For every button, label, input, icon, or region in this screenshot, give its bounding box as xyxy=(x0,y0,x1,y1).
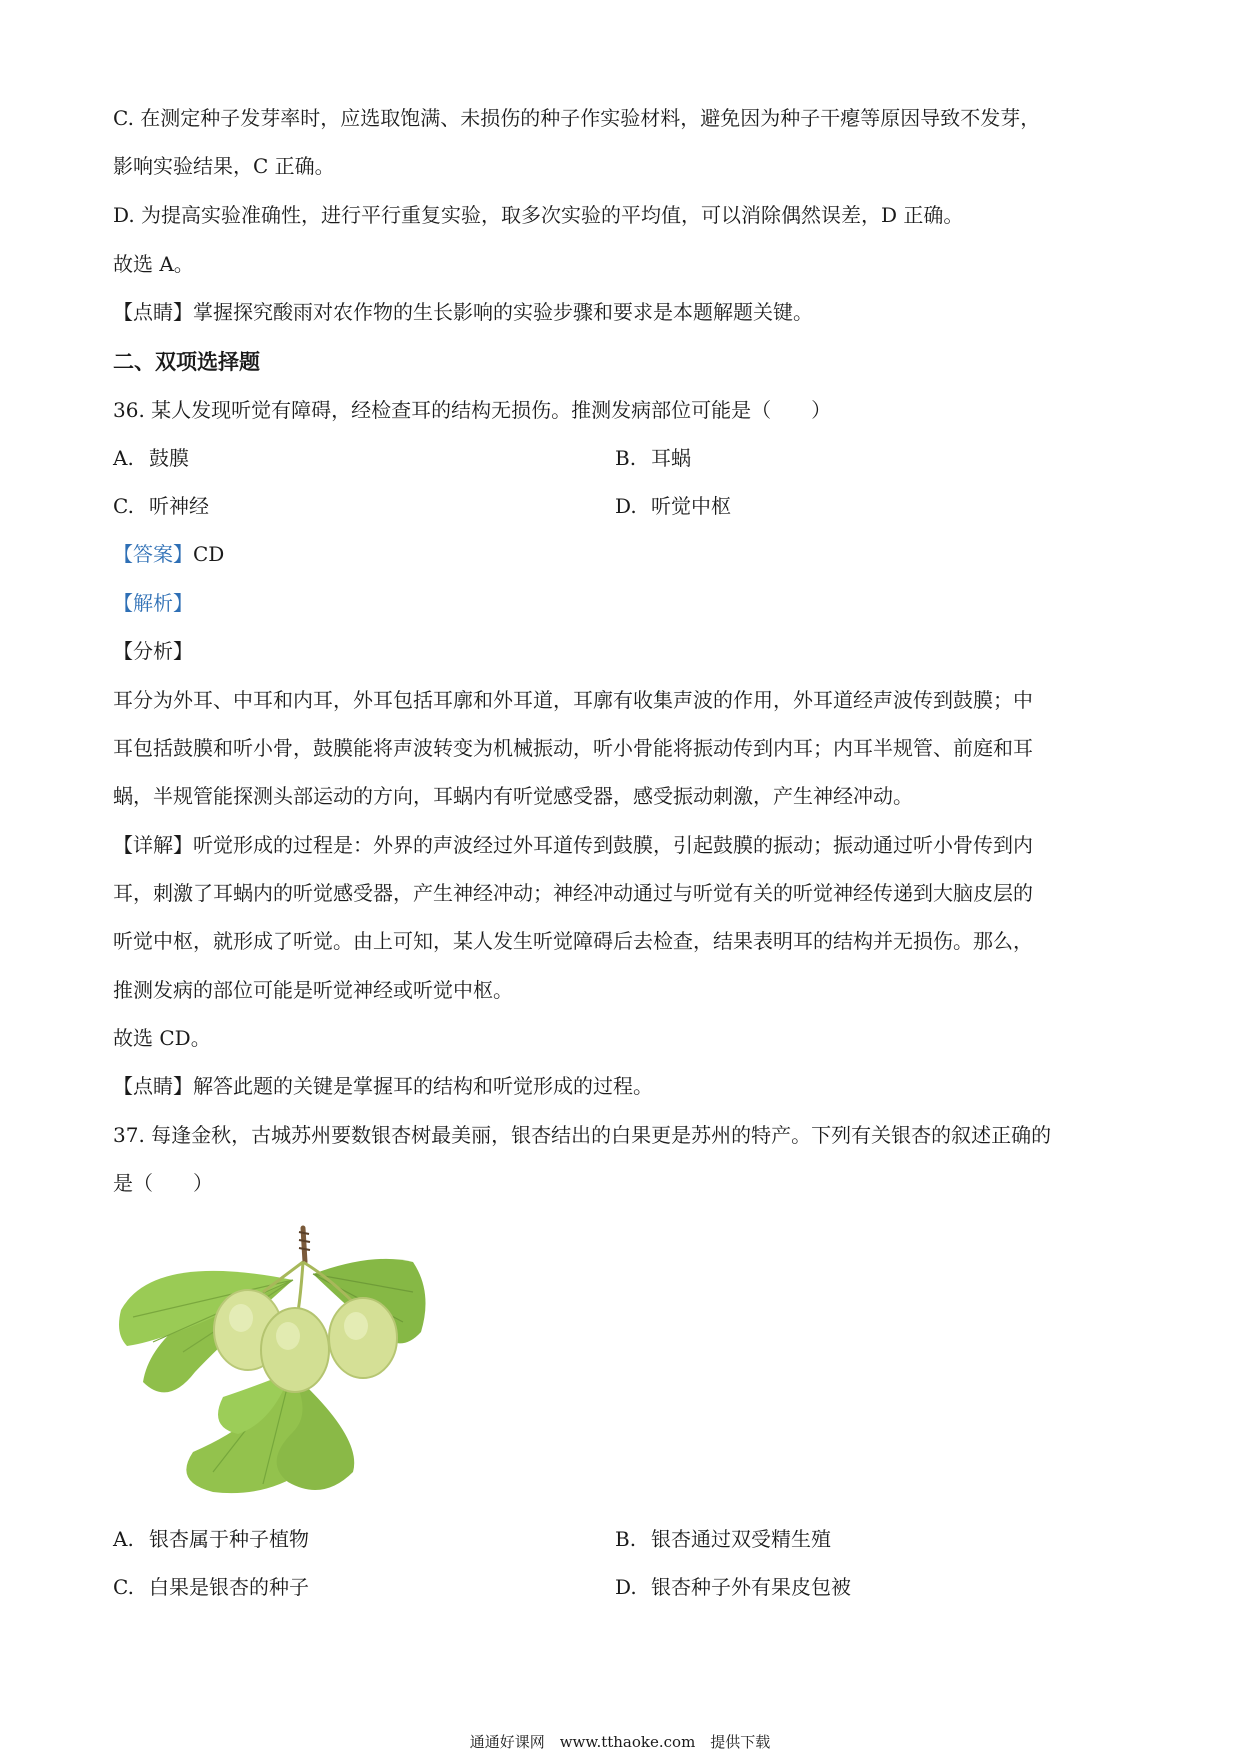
q37-option-b xyxy=(615,1525,831,1553)
q36-comment-label: 【点睛】 xyxy=(113,1074,193,1098)
prev-choice: 故选 A。 xyxy=(113,252,194,276)
q37-option-c-text: 白果是银杏的种子 xyxy=(149,1575,309,1599)
q37-option-d-letter: D. xyxy=(615,1575,637,1599)
q36-option-c-text: 听神经 xyxy=(149,494,209,518)
page-footer: 通通好课网 www.tthaoke.com 提供下载 xyxy=(469,1733,771,1751)
q37-option-a-letter: A. xyxy=(113,1527,134,1551)
prev-comment xyxy=(113,298,813,326)
q37-option-b-letter: B. xyxy=(615,1527,637,1551)
prev-option-d-line: D. 为提高实验准确性，进行平行重复实验，取多次实验的平均值，可以消除偶然误差，D 正确。 xyxy=(113,203,964,227)
q37-option-a-text: 银杏属于种子植物 xyxy=(149,1527,309,1551)
q36-analysis-label: 【解析】 xyxy=(113,591,193,615)
prev-option-c-line2: 影响实验结果，C 正确。 xyxy=(113,154,335,178)
q36-detail-label: 【详解】 xyxy=(113,833,193,857)
q36-fenxi-line2: 耳包括鼓膜和听小骨，鼓膜能将声波转变为机械振动，听小骨能将振动传到内耳；内耳半规管、前庭和耳 xyxy=(113,736,1033,760)
prev-comment-label: 【点睛】 xyxy=(113,300,193,324)
ginkgo-photo xyxy=(113,1222,455,1504)
q36-option-d-letter: D. xyxy=(615,494,637,518)
q36-answer-value: CD xyxy=(193,542,225,566)
q36-fenxi-label: 【分析】 xyxy=(113,639,193,663)
q37-stem-line2: 是（ ） xyxy=(113,1171,213,1195)
q36-detail-line2: 耳，刺激了耳蜗内的听觉感受器，产生神经冲动；神经冲动通过与听觉有关的听觉神经传递到大脑皮层的 xyxy=(113,881,1033,905)
q36-fenxi-line1: 耳分为外耳、中耳和内耳，外耳包括耳廓和外耳道，耳廓有收集声波的作用，外耳道经声波传到鼓膜；中 xyxy=(113,688,1033,712)
q36-option-a-text: 鼓膜 xyxy=(149,446,189,470)
q37-stem-line1: 37. 每逢金秋，古城苏州要数银杏树最美丽，银杏结出的白果更是苏州的特产。下列有关银杏的叙述正确的 xyxy=(113,1123,1052,1147)
q36-choice: 故选 CD。 xyxy=(113,1026,211,1050)
q36-option-a xyxy=(113,444,189,472)
q36-detail-line1 xyxy=(113,831,1033,859)
q37-option-c-letter: C. xyxy=(113,1575,134,1599)
q36-stem: 36. 某人发现听觉有障碍，经检查耳的结构无损伤。推测发病部位可能是（ ） xyxy=(113,398,832,422)
q36-option-c-letter: C. xyxy=(113,494,134,518)
q36-option-d xyxy=(615,492,731,520)
q37-option-a xyxy=(113,1525,309,1553)
q37-option-d xyxy=(615,1573,851,1601)
q36-detail-line3: 听觉中枢，就形成了听觉。由上可知，某人发生听觉障碍后去检查，结果表明耳的结构并无损伤。那么， xyxy=(113,929,1033,953)
q36-option-a-letter: A. xyxy=(113,446,134,470)
prev-comment-text: 掌握探究酸雨对农作物的生长影响的实验步骤和要求是本题解题关键。 xyxy=(193,300,813,324)
q36-detail-text1: 听觉形成的过程是：外界的声波经过外耳道传到鼓膜，引起鼓膜的振动；振动通过听小骨传到内 xyxy=(193,833,1033,857)
q36-option-b-letter: B. xyxy=(615,446,637,470)
q36-option-c xyxy=(113,492,209,520)
q36-option-b xyxy=(615,444,691,472)
q36-answer-label: 【答案】 xyxy=(113,542,193,566)
q36-option-b-text: 耳蜗 xyxy=(651,446,691,470)
q37-option-d-text: 银杏种子外有果皮包被 xyxy=(651,1575,851,1599)
q37-option-c xyxy=(113,1573,309,1601)
section-title: 二、双项选择题 xyxy=(113,350,260,374)
q37-option-b-text: 银杏通过双受精生殖 xyxy=(651,1527,831,1551)
q36-fenxi-line3: 蜗，半规管能探测头部运动的方向，耳蜗内有听觉感受器，感受振动刺激，产生神经冲动。 xyxy=(113,784,913,808)
q36-answer xyxy=(113,540,224,568)
q36-comment xyxy=(113,1072,653,1100)
q36-comment-text: 解答此题的关键是掌握耳的结构和听觉形成的过程。 xyxy=(193,1074,653,1098)
prev-option-c-line1: C. 在测定种子发芽率时，应选取饱满、未损伤的种子作实验材料，避免因为种子干瘪等原因导致不发芽， xyxy=(113,106,1041,130)
q36-option-d-text: 听觉中枢 xyxy=(651,494,731,518)
q36-detail-line4: 推测发病的部位可能是听觉神经或听觉中枢。 xyxy=(113,978,513,1002)
